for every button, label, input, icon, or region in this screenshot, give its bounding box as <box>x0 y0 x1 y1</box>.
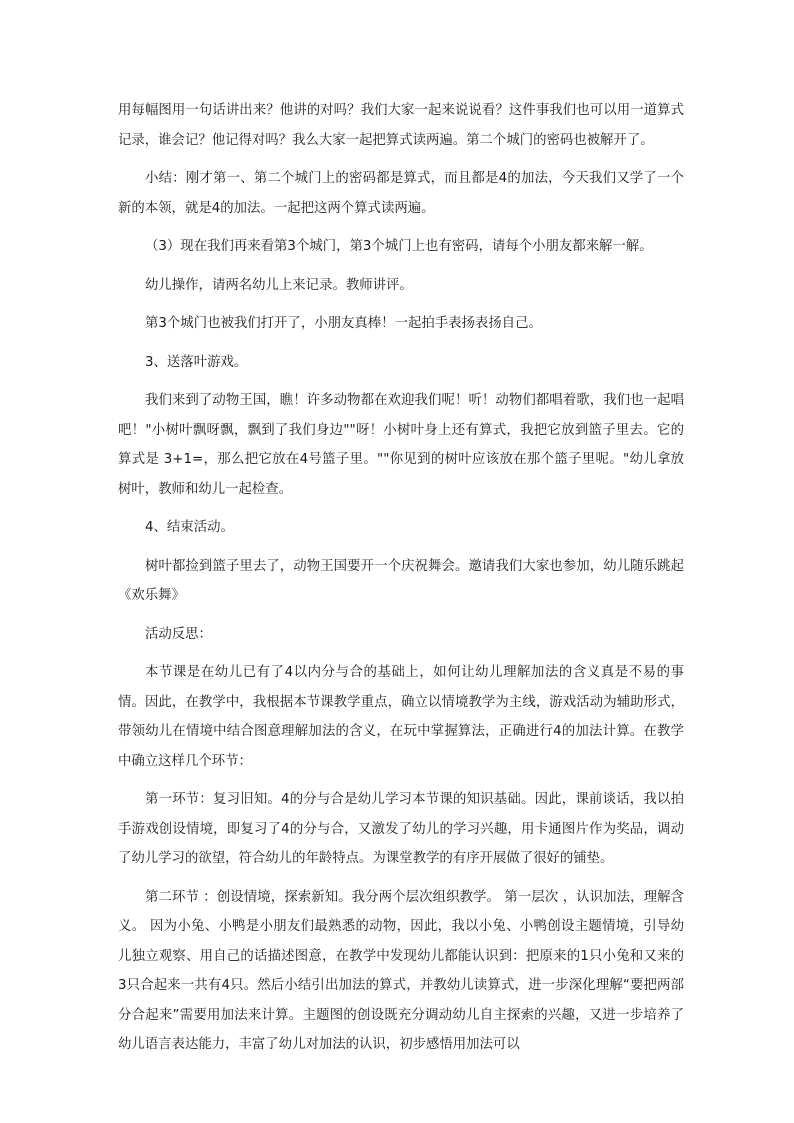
section-heading-reflection: 活动反思： <box>145 626 212 642</box>
paragraph-dance: 树叶都捡到篮子里去了，动物王国要开一个庆祝舞会。邀请我们大家也参加，幼儿随乐跳起《欢乐舞》 <box>118 558 684 603</box>
paragraph-child-operation: 幼儿操作，请两名幼儿上来记录。教师讲评。 <box>145 277 413 293</box>
paragraph-first-stage: 第一环节：复习旧知。4的分与合是幼儿学习本节课的知识基础。因此，课前谈话，我以拍手游戏创设情境，即复习了4的分与合，又激发了幼儿的学习兴趣，用卡通图片作为奖品，调动了幼儿学习的欲望，符合幼儿的年龄特点。为课堂教学的有序开展做了很好的铺垫。 <box>118 792 684 866</box>
paragraph-reflection-intro: 本节课是在幼儿已有了4以内分与合的基础上，如何让幼儿理解加法的含义真是不易的事情。因此，在教学中，我根据本节课教学重点，确立以情境教学为主线，游戏活动为辅助形式，带领幼儿在情境中结合图意理解加法的含义，在玩中掌握算法，正确进行4的加法计算。在教学中确立这样几个环节： <box>118 665 684 769</box>
section-heading-leaf-game: 3、送落叶游戏。 <box>145 354 248 370</box>
paragraph-summary: 小结：刚才第一、第二个城门上的密码都是算式，而且都是4的加法，今天我们又学了一个新的本领，就是4的加法。一起把这两个算式读两遍。 <box>118 171 684 216</box>
paragraph-continuation: 用每幅图用一句话讲出来？他讲的对吗？我们大家一起来说说看？这件事我们也可以用一道算式记录，谁会记？他记得对吗？我么大家一起把算式读两遍。第二个城门的密码也被解开了。 <box>118 103 684 148</box>
paragraph-animal-kingdom: 我们来到了动物王国，瞧！许多动物都在欢迎我们呢！听！动物们都唱着歌，我们也一起唱吧！"小树叶飘呀飘，飘到了我们身边""呀！小树叶身上还有算式，我把它放到篮子里去。它的算式是 3+1=，那么把它放在4号篮子里。""你见到的树叶应该放在那个篮子里呢。"幼儿拿放树叶，教师和幼儿一起检查。 <box>118 393 684 497</box>
paragraph-third-gate: （3）现在我们再来看第3个城门，第3个城门上也有密码，请每个小朋友都来解一解。 <box>145 239 653 254</box>
document-page <box>118 96 684 1069</box>
section-heading-end-activity: 4、结束活动。 <box>145 520 234 535</box>
paragraph-gate-opened: 第3个城门也被我们打开了，小朋友真棒！一起拍手表扬表扬自己。 <box>145 316 542 331</box>
paragraph-second-stage: 第二环节 ：创设情境，探索新知。我分两个层次组织教学。 第一层次 ，认识加法，理解含义。 因为小兔、小鸭是小朋友们最熟悉的动物，因此，我以小兔、小鸭创设主题情境，引导幼儿独立观察、用自己的话描述图意，在教学中发现幼儿都能认识到：把原来的1只小兔和又来的3只合起来一共有4只。然后小结引出加法的算式，并教幼儿读算式，进一步深化理解“要把两部分合起来”需要用加法来计算。主题图的创设既充分调动幼儿自主探索的兴趣，又进一步培养了幼儿语言表达能力，丰富了幼儿对加法的认识，初步感悟用加法可以 <box>118 889 684 1052</box>
